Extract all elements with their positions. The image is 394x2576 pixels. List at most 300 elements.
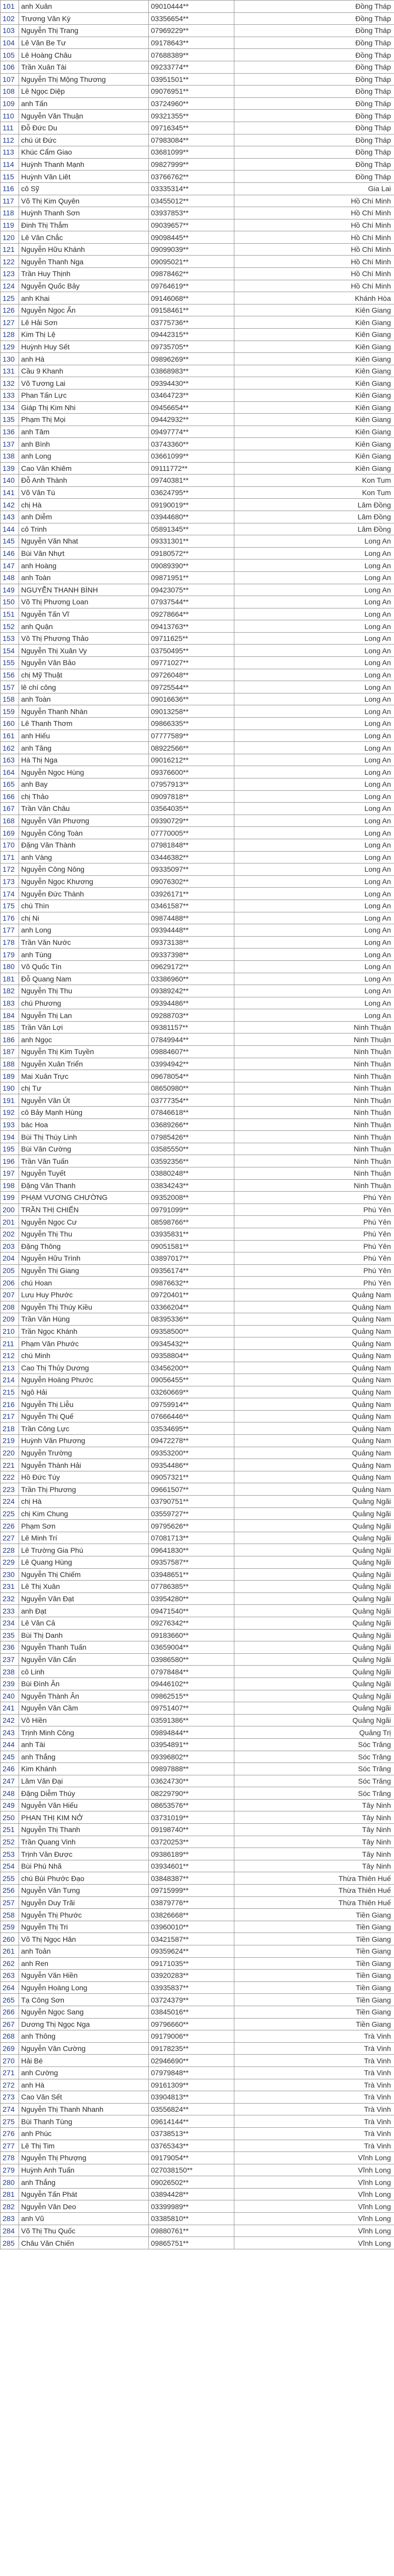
contact-name: chú Thìn (19, 900, 149, 912)
phone-number: 03534695** (149, 1422, 234, 1435)
phone-number: 09026502** (149, 2176, 234, 2189)
contact-name: Nguyễn Thị Kim Tuyền (19, 1046, 149, 1058)
phone-number: 09381157** (149, 1021, 234, 1033)
province: Phú Yên (234, 1264, 394, 1277)
row-number: 187 (1, 1046, 19, 1058)
province: Long An (234, 705, 394, 718)
province: Vĩnh Long (234, 2188, 394, 2200)
row-number: 224 (1, 1496, 19, 1508)
phone-number: 09735705** (149, 341, 234, 353)
table-row (1, 1301, 394, 1313)
contact-name: anh Thắng (19, 2176, 149, 2189)
table-row (1, 1714, 394, 1726)
phone-number: 09337398** (149, 948, 234, 961)
phone-number: 09353200** (149, 1447, 234, 1459)
phone-number: 09456654** (149, 401, 234, 414)
province: Trà Vinh (234, 2030, 394, 2043)
province: Phú Yên (234, 1240, 394, 1252)
province: Trà Vinh (234, 2127, 394, 2140)
table-row (1, 1641, 394, 1654)
row-number: 212 (1, 1349, 19, 1362)
contact-name: Lê Quang Hùng (19, 1556, 149, 1569)
row-number: 133 (1, 389, 19, 402)
table-row (1, 1118, 394, 1131)
row-number: 230 (1, 1568, 19, 1581)
province: Long An (234, 790, 394, 803)
phone-number: 03461587** (149, 900, 234, 912)
table-row (1, 2091, 394, 2104)
phone-number: 09720401** (149, 1289, 234, 1301)
province: Quảng Nam (234, 1471, 394, 1483)
phone-number: 09233774** (149, 61, 234, 73)
contact-name: anh Vũ (19, 2213, 149, 2225)
row-number: 134 (1, 401, 19, 414)
phone-number: 03335314** (149, 182, 234, 195)
row-number: 165 (1, 778, 19, 791)
row-number: 248 (1, 1787, 19, 1800)
contact-name: anh Tùng (19, 948, 149, 961)
contact-name: Lê Văn Chắc (19, 231, 149, 244)
contact-name: Ngô Hải (19, 1386, 149, 1398)
province: Long An (234, 632, 394, 645)
row-number: 161 (1, 730, 19, 742)
province: Sóc Trăng (234, 1763, 394, 1775)
contact-name: Châu Văn Chiến (19, 2237, 149, 2249)
contact-name: Võ Thị Ngọc Hân (19, 1933, 149, 1945)
table-row (1, 973, 394, 985)
province: Ninh Thuận (234, 1107, 394, 1119)
table-row (1, 486, 394, 499)
row-number: 206 (1, 1277, 19, 1289)
province: Quảng Ngãi (234, 1507, 394, 1520)
row-number: 111 (1, 122, 19, 134)
contact-name: chị Mỹ Thuật (19, 669, 149, 681)
contact-name: Giáp Thị Kim Nhi (19, 401, 149, 414)
row-number: 176 (1, 912, 19, 924)
table-row (1, 462, 394, 474)
table-row (1, 1033, 394, 1046)
contact-name: Nguyễn Thị Xuân Vy (19, 645, 149, 657)
phone-number: 09614144** (149, 2115, 234, 2128)
row-number: 153 (1, 632, 19, 645)
phone-number: 09771027** (149, 657, 234, 669)
table-row (1, 1605, 394, 1617)
table-row (1, 426, 394, 438)
phone-number: 03356654** (149, 12, 234, 25)
table-row (1, 985, 394, 997)
contact-name: anh Long (19, 924, 149, 937)
province: Đồng Tháp (234, 73, 394, 86)
phone-number: 09376600** (149, 766, 234, 778)
row-number: 271 (1, 2066, 19, 2079)
table-row (1, 571, 394, 584)
province: Đồng Tháp (234, 12, 394, 25)
contact-name: chú Phương (19, 997, 149, 1009)
table-row (1, 1167, 394, 1180)
contact-name: Nguyễn Tấn Phát (19, 2188, 149, 2200)
row-number: 132 (1, 377, 19, 389)
province: Sóc Trăng (234, 1787, 394, 1800)
table-row (1, 1836, 394, 1848)
province: Sóc Trăng (234, 1775, 394, 1787)
phone-number: 09413763** (149, 620, 234, 633)
row-number: 207 (1, 1289, 19, 1301)
row-number: 164 (1, 766, 19, 778)
province: Vĩnh Long (234, 2213, 394, 2225)
table-row (1, 2127, 394, 2140)
phone-number: 03720253** (149, 1836, 234, 1848)
row-number: 135 (1, 414, 19, 426)
contact-name: Trương Văn Kỳ (19, 12, 149, 25)
province: Quảng Nam (234, 1349, 394, 1362)
province: Hồ Chí Minh (234, 280, 394, 292)
phone-number: 03897017** (149, 1252, 234, 1265)
phone-number: 09394486** (149, 997, 234, 1009)
contact-name: Phạm Thị Mọi (19, 414, 149, 426)
contact-name: Trần Xuân Tài (19, 61, 149, 73)
table-row (1, 2200, 394, 2213)
province: Trà Vinh (234, 2091, 394, 2104)
province: Quảng Ngãi (234, 1581, 394, 1593)
phone-number: 09661507** (149, 1483, 234, 1496)
contact-name: anh Toàn (19, 693, 149, 705)
row-number: 162 (1, 742, 19, 754)
row-number: 156 (1, 669, 19, 681)
province: Trà Vinh (234, 2079, 394, 2091)
row-number: 218 (1, 1422, 19, 1435)
table-row (1, 960, 394, 973)
province: Trà Vinh (234, 2042, 394, 2055)
province: Long An (234, 839, 394, 851)
contact-name: Nguyễn Hoàng Long (19, 1981, 149, 1994)
contact-name: chị Hà (19, 499, 149, 511)
province: Quảng Ngãi (234, 1702, 394, 1715)
row-number: 205 (1, 1264, 19, 1277)
phone-number: 03775736** (149, 316, 234, 329)
province: Long An (234, 608, 394, 620)
phone-number: 09076951** (149, 86, 234, 98)
province: Long An (234, 596, 394, 608)
table-row (1, 1666, 394, 1678)
contact-name: anh Long (19, 450, 149, 462)
contact-name: Nguyễn Thanh Nga (19, 256, 149, 268)
province: Trà Vinh (234, 2140, 394, 2152)
phone-number: 09056455** (149, 1374, 234, 1386)
phone-number: 09076302** (149, 875, 234, 888)
contact-name: Trần Văn Lợi (19, 1021, 149, 1033)
province: Long An (234, 888, 394, 900)
table-row (1, 1848, 394, 1860)
table-row (1, 2115, 394, 2128)
row-number: 112 (1, 134, 19, 146)
contact-name: anh Hà (19, 353, 149, 365)
row-number: 118 (1, 207, 19, 219)
row-number: 104 (1, 37, 19, 49)
table-row (1, 1726, 394, 1739)
contact-name: Nguyễn Thị Thanh (19, 1824, 149, 1836)
table-row (1, 1981, 394, 1994)
contact-name: Nguyễn Công Nông (19, 863, 149, 876)
province: Ninh Thuận (234, 1021, 394, 1033)
phone-number: 03951501** (149, 73, 234, 86)
province: Tiền Giang (234, 1945, 394, 1958)
table-row (1, 2030, 394, 2043)
contact-name: Phạm Sơn (19, 1520, 149, 1532)
row-number: 240 (1, 1690, 19, 1702)
contact-name: Lê Thị Xuân (19, 1581, 149, 1593)
row-number: 245 (1, 1751, 19, 1763)
row-number: 231 (1, 1581, 19, 1593)
contact-name: Cầu 9 Khanh (19, 365, 149, 377)
province: Long An (234, 900, 394, 912)
row-number: 274 (1, 2103, 19, 2115)
row-number: 184 (1, 1009, 19, 1022)
row-number: 108 (1, 86, 19, 98)
phone-number: 03765343** (149, 2140, 234, 2152)
table-row (1, 851, 394, 863)
row-number: 275 (1, 2115, 19, 2128)
row-number: 180 (1, 960, 19, 973)
phone-number: 09894844** (149, 1726, 234, 1739)
table-row (1, 1325, 394, 1337)
province: Thừa Thiên Huế (234, 1896, 394, 1909)
table-row (1, 608, 394, 620)
row-number: 175 (1, 900, 19, 912)
province: Sóc Trăng (234, 1751, 394, 1763)
row-number: 159 (1, 705, 19, 718)
table-row (1, 207, 394, 219)
province: Vĩnh Long (234, 2176, 394, 2189)
table-row (1, 1252, 394, 1265)
contact-name: Nguyễn Thị Lan (19, 1009, 149, 1022)
phone-number: 09057321** (149, 1471, 234, 1483)
row-number: 283 (1, 2213, 19, 2225)
contact-name: Nguyễn Thị Phước (19, 1909, 149, 1921)
row-number: 254 (1, 1860, 19, 1872)
row-number: 192 (1, 1107, 19, 1119)
table-row (1, 2018, 394, 2030)
phone-number: 09390729** (149, 815, 234, 827)
contact-name: Kim Khánh (19, 1763, 149, 1775)
province: Tiền Giang (234, 2018, 394, 2030)
table-row (1, 1459, 394, 1471)
table-body (1, 1, 394, 2249)
table-row (1, 97, 394, 110)
row-number: 160 (1, 718, 19, 730)
phone-number: 09740381** (149, 474, 234, 487)
province: Vĩnh Long (234, 2225, 394, 2237)
province: Đồng Tháp (234, 122, 394, 134)
row-number: 128 (1, 329, 19, 341)
contact-name: anh Toản (19, 1945, 149, 1958)
contact-name: Nguyễn Văn Cường (19, 2042, 149, 2055)
phone-number: 09497774** (149, 426, 234, 438)
province: Tiền Giang (234, 1957, 394, 1970)
phone-number: 09359624** (149, 1945, 234, 1958)
province: Vĩnh Long (234, 2152, 394, 2164)
contact-name: Võ Thị Phương Thảo (19, 632, 149, 645)
phone-number: 09352008** (149, 1192, 234, 1204)
province: Long An (234, 851, 394, 863)
row-number: 174 (1, 888, 19, 900)
row-number: 249 (1, 1799, 19, 1811)
phone-number: 03624730** (149, 1775, 234, 1787)
contact-name: Trần Huy Thịnh (19, 268, 149, 280)
province: Long An (234, 778, 394, 791)
province: Quảng Trị (234, 1726, 394, 1739)
row-number: 281 (1, 2188, 19, 2200)
province: Thừa Thiên Huế (234, 1872, 394, 1885)
contact-name: lê chí công (19, 681, 149, 693)
table-row (1, 73, 394, 86)
contact-name: Lê Thanh Thơm (19, 718, 149, 730)
table-row (1, 1107, 394, 1119)
table-row (1, 353, 394, 365)
phone-number: 09725544** (149, 681, 234, 693)
province: Hồ Chí Minh (234, 243, 394, 256)
contact-name: Nguyễn Thành Hải (19, 1459, 149, 1471)
row-number: 171 (1, 851, 19, 863)
contact-name: Đinh Thị Thắm (19, 219, 149, 231)
province: Đồng Tháp (234, 171, 394, 183)
row-number: 198 (1, 1179, 19, 1192)
row-number: 190 (1, 1082, 19, 1094)
phone-number: 09158461** (149, 304, 234, 316)
row-number: 238 (1, 1666, 19, 1678)
phone-number: 07937544** (149, 596, 234, 608)
province: Quảng Ngãi (234, 1677, 394, 1690)
phone-number: 09884607** (149, 1046, 234, 1058)
row-number: 110 (1, 110, 19, 122)
province: Tiền Giang (234, 1909, 394, 1921)
contact-name: anh Xuân (19, 1, 149, 13)
row-number: 237 (1, 1653, 19, 1666)
table-row (1, 1009, 394, 1022)
phone-number: 09796660** (149, 2018, 234, 2030)
province: Quảng Ngãi (234, 1605, 394, 1617)
phone-number: 09039657** (149, 219, 234, 231)
table-row (1, 1787, 394, 1800)
contact-name: NGUYỄN THANH BÌNH (19, 584, 149, 596)
row-number: 178 (1, 936, 19, 948)
province: Ninh Thuận (234, 1143, 394, 1155)
row-number: 259 (1, 1921, 19, 1933)
phone-number: 09288703** (149, 1009, 234, 1022)
province: Quảng Ngãi (234, 1617, 394, 1629)
table-row (1, 2066, 394, 2079)
province: Quảng Nam (234, 1410, 394, 1422)
phone-number: 03661099** (149, 450, 234, 462)
phone-number: 09373138** (149, 936, 234, 948)
phone-number: 09394430** (149, 377, 234, 389)
row-number: 116 (1, 182, 19, 195)
contact-name: Đỗ Đức Du (19, 122, 149, 134)
row-number: 167 (1, 803, 19, 815)
row-number: 145 (1, 535, 19, 548)
phone-number: 03904813** (149, 2091, 234, 2104)
province: Quảng Ngãi (234, 1556, 394, 1569)
table-row (1, 243, 394, 256)
table-row (1, 1277, 394, 1289)
table-row (1, 1581, 394, 1593)
province: Long An (234, 730, 394, 742)
contact-name: Nguyễn Quốc Bảy (19, 280, 149, 292)
phone-number: 09423075** (149, 584, 234, 596)
row-number: 196 (1, 1155, 19, 1167)
contact-name: Dương Thị Ngọc Nga (19, 2018, 149, 2030)
table-row (1, 1824, 394, 1836)
province: Phú Yên (234, 1228, 394, 1240)
table-row (1, 61, 394, 73)
province: Tiền Giang (234, 2006, 394, 2018)
table-row (1, 1070, 394, 1082)
contact-name: anh Khai (19, 292, 149, 304)
table-row (1, 1629, 394, 1641)
row-number: 107 (1, 73, 19, 86)
phone-number: 09472278** (149, 1435, 234, 1447)
contact-name: chị Ni (19, 912, 149, 924)
contact-name: Nguyễn Văn Hiền (19, 1970, 149, 1982)
table-row (1, 1422, 394, 1435)
province: Trà Vinh (234, 2103, 394, 2115)
table-row (1, 280, 394, 292)
row-number: 258 (1, 1909, 19, 1921)
phone-number: 09715999** (149, 1885, 234, 1897)
phone-number: 09386189** (149, 1848, 234, 1860)
phone-number: 09880761** (149, 2225, 234, 2237)
province: Phú Yên (234, 1192, 394, 1204)
row-number: 149 (1, 584, 19, 596)
contact-name: anh Ren (19, 1957, 149, 1970)
table-row (1, 316, 394, 329)
province: Hồ Chí Minh (234, 231, 394, 244)
phone-number: 07985426** (149, 1131, 234, 1143)
table-row (1, 1763, 394, 1775)
table-row (1, 1885, 394, 1897)
table-row (1, 1216, 394, 1228)
province: Long An (234, 657, 394, 669)
table-row (1, 632, 394, 645)
phone-number: 09178235** (149, 2042, 234, 2055)
phone-number: 09016636** (149, 693, 234, 705)
row-number: 221 (1, 1459, 19, 1471)
province: Quảng Nam (234, 1422, 394, 1435)
row-number: 233 (1, 1605, 19, 1617)
province: Long An (234, 681, 394, 693)
row-number: 235 (1, 1629, 19, 1641)
phone-number: 07786385** (149, 1581, 234, 1593)
contact-name: Nguyễn Văn Đạt (19, 1592, 149, 1605)
phone-number: 07846618** (149, 1107, 234, 1119)
row-number: 155 (1, 657, 19, 669)
province: Long An (234, 766, 394, 778)
contact-name: Võ Thị Thu Quốc (19, 2225, 149, 2237)
table-row (1, 256, 394, 268)
province: Long An (234, 863, 394, 876)
province: Trà Vinh (234, 2115, 394, 2128)
table-row (1, 1811, 394, 1824)
phone-number: 03366204** (149, 1301, 234, 1313)
table-row (1, 2188, 394, 2200)
province: Long An (234, 948, 394, 961)
province: Long An (234, 912, 394, 924)
contact-name: Nguyễn Văn Cầm (19, 1702, 149, 1715)
contact-name: Lê Văn Cả (19, 1617, 149, 1629)
contact-name: bác Hoa (19, 1118, 149, 1131)
province: Quảng Nam (234, 1301, 394, 1313)
contact-name: anh Hà (19, 2079, 149, 2091)
contact-name: Nguyễn Thị Thanh Nhanh (19, 2103, 149, 2115)
